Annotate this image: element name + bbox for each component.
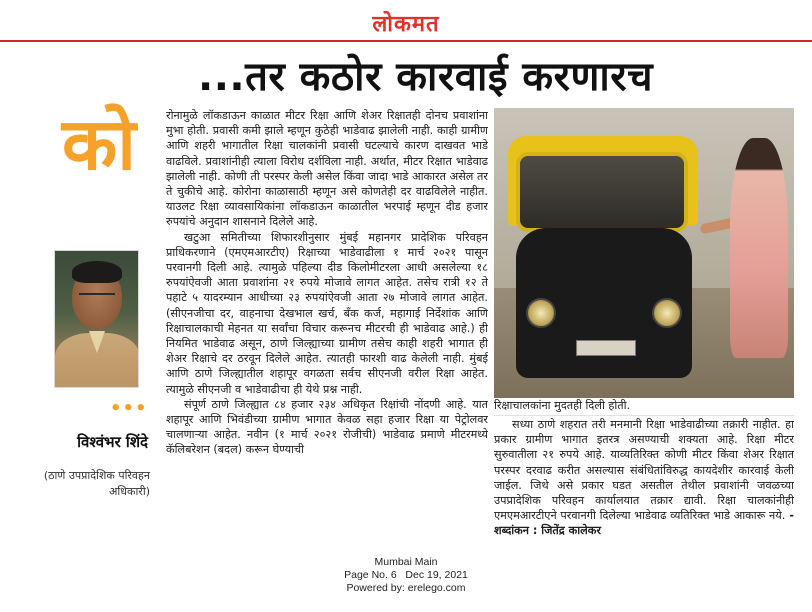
newspaper-logo: लोकमत <box>372 11 440 37</box>
article-paragraph: रोनामुळे लॉकडाऊन काळात मीटर रिक्षा आणि शेअर रिक्षातही दोनच प्रवाशांना मुभा होती. प्रवासी कमी झाले म्हणून कुठेही भाडेवाढ झालेली नाही. काही ग्रामीण आणि शहरी भागातील रिक्षा चालकांनी प्रवासी घटल्याचे कारण दाखवत भाडे वाढविले. प्रवाशांनीही त्याला विरोध दर्शविला नाही. अर्थात, मीटर रिक्षात भाडेवाढ झालेली नाही. कोणी ती परस्पर केली असेल किंवा जादा भाडे आकारत असेल तर ते चुकीचे आहे. कोरोना काळासाठी म्हणून असे कोणतेही दर वाढविलेले नाहीत. याउलट रिक्षा व्यावसायिकांना लॉकडाऊन काळातील भरपाई म्हणून दीड हजार रुपयांचे अनुदान शासनाने दिलेले आहे. <box>166 109 488 229</box>
rickshaw-headlamp-right <box>652 298 682 328</box>
page-and-date: Page No. 6 Dec 19, 2021 <box>344 569 468 581</box>
masthead-rule <box>0 40 812 42</box>
article-paragraph: खटुआ समितीच्या शिफारशीनुसार मुंबई महानगर प्रादेशिक परिवहन प्राधिकरणाने (एमएमआरटीए) रिक्षाच्या भाडेवाढीला १ मार्च २०२१ पासून परवानगी दिली आहे. त्यामुळे पहिल्या दीड किलोमीटरला आधी असलेल्या १८ रुपयांऐवजी आता प्रवाशांना २१ रुपये मोजावे लागत आहेत. तसेच रात्री १२ ते पहाटे ५ यादरम्यान आधीच्या २३ रुपयांऐवजी आता २७ मोजावे लागत आहेत. (सीएनजीचा दर, वाहनाचा देखभाल खर्च, बँक कर्ज, महागाई निर्देशांक आणि रिक्षाचालकाची मेहनत या सर्वांचा विचार करूनच मीटरची ही भाडेवाढ आहे.) ही नियमित भाडेवाढ असून, ठाणे जिल्ह्याच्या ग्रामीण तसेच काही शहरी भागात ही शेअर रिक्षाचे दर ठरवून दिलेले आहेत. त्यातही फारशी वाढ केलेली नाही. मुंबई आणि ठाणे जिल्ह्यातील शहापूर वगळता सर्वच सीएनजी वरील रिक्षा आहेत. त्यामुळे सीएनजी व भाडेवाढीचा ही येथे प्रश्न नाही. <box>166 230 488 396</box>
masthead <box>0 8 812 38</box>
article-headline: ...तर कठोर कारवाई करणारच <box>198 54 654 100</box>
passenger-figure <box>730 138 788 358</box>
dropcap: को <box>62 102 136 186</box>
photo-caption: रिक्षाचालकांना मुदतही दिली होती. <box>494 399 631 412</box>
rickshaw-photo <box>494 108 794 398</box>
author-photo-glasses <box>79 293 115 299</box>
article-byline: - शब्दांकन : जितेंद्र कालेकर <box>494 509 794 538</box>
page-footer <box>0 556 812 595</box>
article-paragraph: संपूर्ण ठाणे जिल्ह्यात ८४ हजार २३४ अधिकृत रिक्षांची नोंदणी आहे. यात शहापूर आणि भिवंडीच्या ग्रामीण भागात केवळ सहा हजार रिक्षा या पेट्रोलवर चालणाऱ्या आहेत. नवीन (१ मार्च २०२१ रोजीची) भाडेवाढ प्रमाणे मीटरमध्ये कॅलिबरेशन (बदल) करून घेण्याची <box>166 397 488 457</box>
rickshaw-number-plate <box>576 340 636 356</box>
author-role: (ठाणे उपप्रादेशिक परिवहन अधिकारी) <box>43 469 150 498</box>
author-name: विश्वंभर शिंदे <box>77 433 148 451</box>
powered-by: Powered by: erelego.com <box>346 582 466 594</box>
article-paragraph-text: सध्या ठाणे शहरात तरी मनमानी रिक्षा भाडेवाढीच्या तक्रारी नाहीत. हा प्रकार ग्रामीण भागात इतरत्र असण्याची शक्यता आहे. रिक्षा मीटर सुरुवातीला २१ रुपये आहे. याव्यतिरिक्त कोणी मीटर किंवा शेअर रिक्षात परस्पर दरवाढ करीत असल्यास संबंधितांविरुद्ध कायदेशीर कारवाई केली जाईल. जिथे असे प्रकार घडत असतील तेथील प्रवाशांनी जवळच्या उपप्रादेशिक परिवहन कार्यालयात तक्रार द्यावी. रिक्षा चालकांनीही एमएमआरटीएने परवानगी दिलेल्या भाडेवाढ व्यतिरिक्त भाडे आकारू नये. <box>494 418 794 523</box>
caption-divider <box>494 415 794 416</box>
article-paragraph <box>494 417 794 539</box>
author-photo-hair <box>72 261 122 283</box>
article-column-1 <box>166 108 488 548</box>
ornament-dots: ••• <box>110 398 148 419</box>
article-column-2 <box>494 417 794 549</box>
rickshaw-headlamp-left <box>526 298 556 328</box>
author-photo <box>54 250 139 388</box>
rickshaw-windscreen <box>516 152 688 232</box>
edition-label: Mumbai Main <box>374 556 438 568</box>
